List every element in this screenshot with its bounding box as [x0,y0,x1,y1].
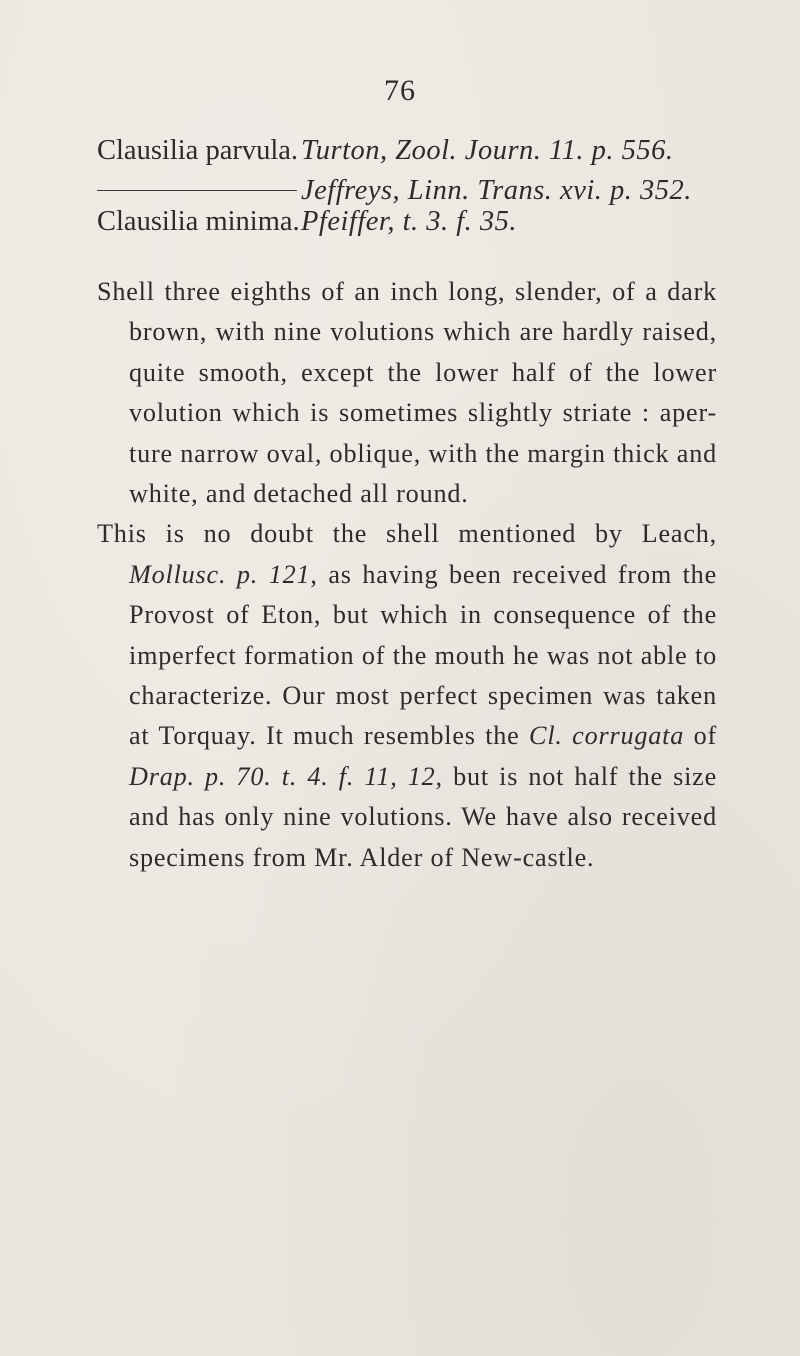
page-number: 76 [384,74,416,107]
remarks-text: This is no doubt the shell mentioned by Leach, [97,519,717,549]
remarks-text: but is not half the size and has only nine volutions. We have also received specimens from Mr. Alder of New-castle. [129,761,717,872]
species-citation: Cl. corrugata [529,721,685,751]
species-name: Clausilia minima. [97,206,300,237]
body-text [97,272,717,878]
literature-reference: Jeffreys, Linn. Trans. xvi. p. 352. [301,175,692,206]
synonym-entry [97,134,777,168]
literature-reference: Pfeiffer, t. 3. f. 35. [301,206,518,237]
description-paragraph: Shell three eighths of an inch long, slender, of a dark brown, with nine volutions which are hardly raised, quite smooth, except the lower half of the lower volution which is sometimes slightly striate : aper-ture narrow oval, oblique, with the margin thick and white, and detached all round. [97,277,718,509]
citation: Mollusc. p. 121 [129,559,311,589]
remarks-text: , as having been received from the Provost of Eton, but which in consequence of the imperfect formation of the mouth he was not able to characterize. Our most perfect specimen was taken at Torquay. It much resembles the [129,559,717,751]
literature-reference: Turton, Zool. Journ. 11. p. 556. [301,135,674,166]
citation: Drap. p. 70. t. 4. f. 11, 12, [129,761,443,791]
ditto-rule [97,170,297,191]
remarks-text: of [693,721,717,751]
synonym-entry [97,170,777,208]
remarks-paragraph [97,514,717,878]
synonym-entry [97,205,777,239]
species-name: Clausilia parvula. [97,135,299,166]
